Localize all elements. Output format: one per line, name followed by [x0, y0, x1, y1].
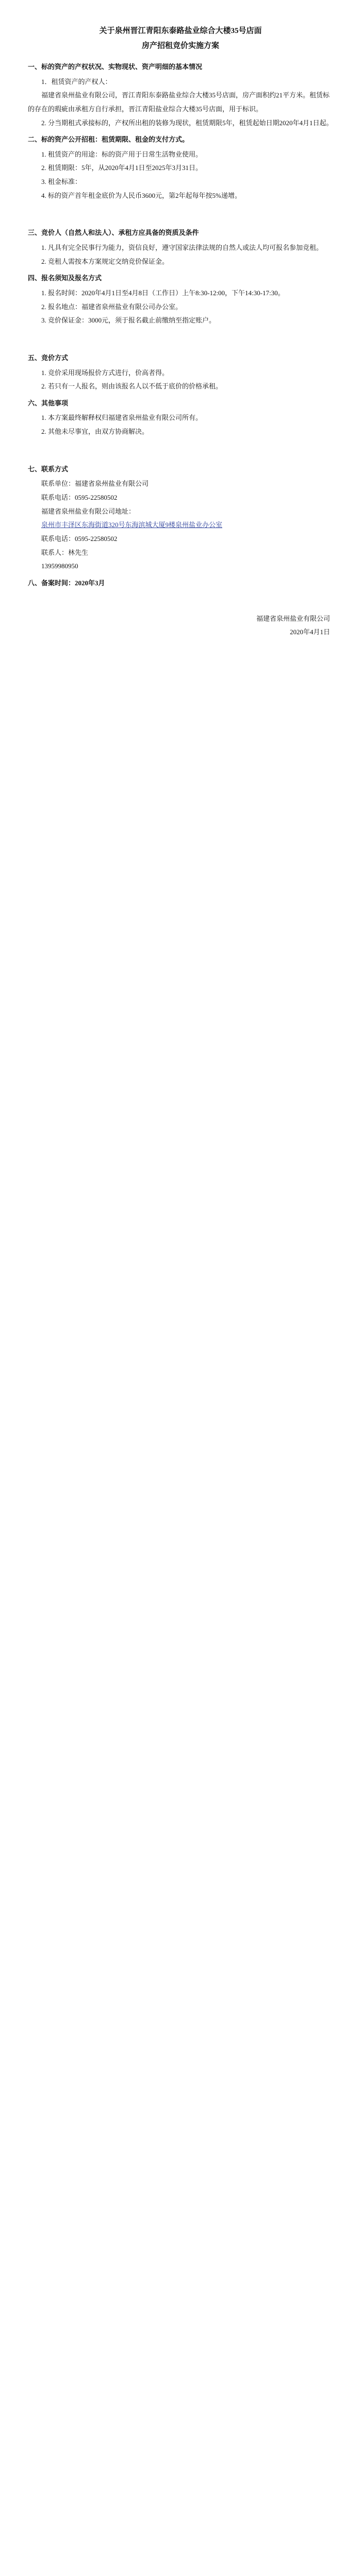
section-4-para-2: 2. 报名地点：福建省泉州盐业有限公司办公室。: [41, 302, 183, 311]
section-3-para-1: 1. 凡具有完全民事行为能力，资信良好，遵守国家法律法规的自然人或法人均可报名参加竞租。: [41, 244, 323, 252]
spacer: [28, 591, 333, 612]
spacer: [28, 439, 333, 460]
contact-address-label: 福建省泉州盐业有限公司地址：: [41, 507, 136, 515]
signature-date: 2020年4月1日: [289, 628, 330, 636]
section-5-para-2: 2. 若只有一人报名，则由该报名人以不低于底价的价格承租。: [41, 382, 223, 391]
section-2-para-3: 3. 租金标准：: [41, 178, 82, 186]
section-8-heading: 八、备案时间：2020年3月: [28, 579, 105, 587]
section-3-heading: 三、竞价人（自然人和法人）、承租方应具备的资质及条件: [28, 229, 199, 237]
document-title-line1: 关于泉州晋江青阳东泰路盐业综合大楼35号店面: [99, 27, 262, 35]
section-4-para-1: 1. 报名时间：2020年4月1日至4月8日（工作日）上午8:30-12:00，下午14:30-17:30。: [41, 289, 285, 297]
section-6-para-2: 2. 其他未尽事宜，由双方协商解决。: [41, 428, 149, 436]
section-5-para-1: 1. 竞价采用现场报价方式进行，价高者得。: [41, 368, 169, 377]
signature-company: 福建省泉州盐业有限公司: [256, 614, 330, 622]
section-1-heading: 一、标的资产的产权状况、实物现状、资产明细的基本情况: [28, 63, 203, 71]
section-5-heading: 五、竞价方式: [28, 353, 69, 362]
contact-company: 联系单位：福建省泉州盐业有限公司: [41, 480, 149, 488]
section-2-para-1: 1. 租赁资产的用途：标的资产用于日常生活物业使用。: [41, 150, 203, 158]
contact-person: 联系人：林先生: [41, 548, 89, 556]
contact-address: 泉州市丰泽区东海街道320号东海滨城大厦9楼泉州盐业办公室: [41, 521, 223, 529]
section-4-para-3: 3. 竞价保证金：3000元，须于报名截止前缴纳至指定账户。: [41, 316, 216, 325]
section-3-para-2: 2. 竞租人需按本方案规定交纳竞价保证金。: [41, 257, 169, 265]
contact-phone-2: 联系电话：0595-22580502: [41, 534, 118, 543]
section-2-para-4: 4. 标的资产首年租金底价为人民币3600元，第2年起每年按5%递增。: [41, 191, 241, 199]
section-6-heading: 六、其他事项: [28, 399, 69, 407]
section-2-para-2: 2. 租赁期限：5年，从2020年4月1日至2025年3月31日。: [41, 164, 203, 172]
spacer: [28, 328, 333, 348]
section-1-para-2: 福建省泉州盐业有限公司，晋江青阳东泰路盐业综合大楼35号店面，房产面积约21平方米。租赁标的存在的瑕疵由承租方自行承担，晋江青阳盐业综合大楼35号店面，用于标识。: [28, 91, 330, 113]
section-6-para-1: 1. 本方案最终解释权归福建省泉州盐业有限公司所有。: [41, 414, 203, 422]
spacer: [28, 202, 333, 223]
section-7-heading: 七、联系方式: [28, 465, 69, 473]
document-title-line2: 房产招租竞价实施方案: [141, 41, 219, 50]
section-1-para-3: 2. 分当期租式承接标的，产权所出租的装修为现状，租赁期限5年，租赁起始日期2020年4月1日起。: [41, 118, 333, 127]
contact-phone-1: 联系电话：0595-22580502: [41, 494, 118, 502]
section-1-para-1: 1．租赁资产的产权人：: [41, 77, 112, 86]
contact-mobile: 13959980950: [41, 562, 78, 570]
section-4-heading: 四、报名须知及报名方式: [28, 274, 102, 282]
section-2-heading: 二、标的资产公开招租：租赁期限、租金的支付方式。: [28, 135, 189, 144]
